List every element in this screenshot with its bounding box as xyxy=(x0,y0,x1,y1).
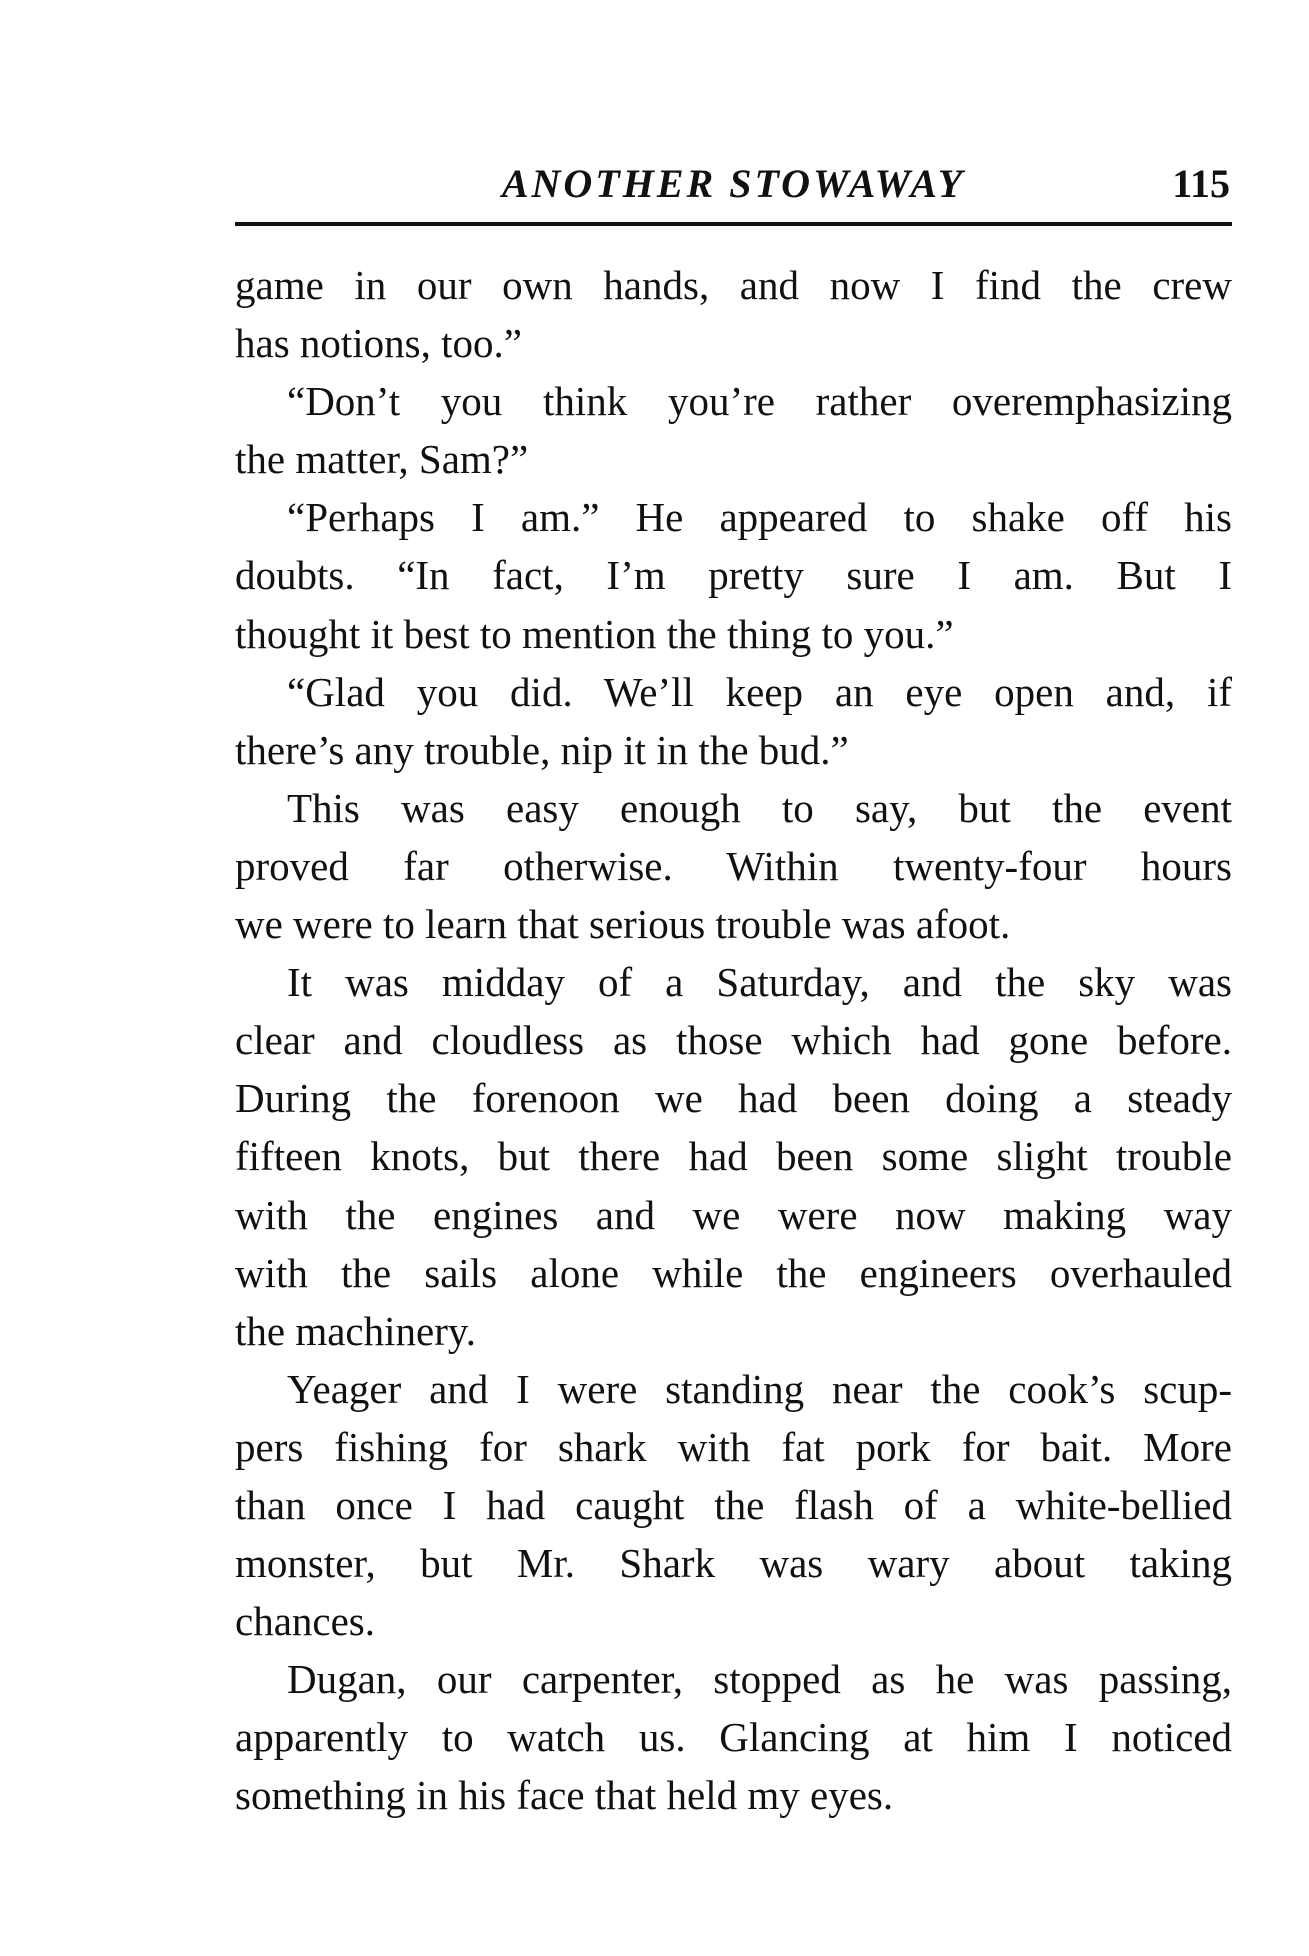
text-line: doubts. “In fact, I’m pretty sure I am. But I xyxy=(235,552,1232,599)
text-line: with the engines and we were now making way xyxy=(235,1191,1232,1238)
text-line: This was easy enough to say, but the event xyxy=(287,784,1232,831)
text-line: game in our own hands, and now I find the crew xyxy=(235,262,1232,308)
body-text xyxy=(235,256,1232,1825)
text-line: Yeager and I were standing near the cook’s scup- xyxy=(287,1365,1232,1412)
text-line: there’s any trouble, nip it in the bud.” xyxy=(235,726,849,773)
text-line: has notions, too.” xyxy=(235,320,522,367)
text-line: with the sails alone while the engineers overhauled xyxy=(235,1249,1232,1296)
text-line: “Glad you did. We’ll keep an eye open and, if xyxy=(287,668,1232,715)
text-line: clear and cloudless as those which had gone before. xyxy=(235,1017,1232,1064)
text-line: the matter, Sam?” xyxy=(235,436,529,483)
text-line: the machinery. xyxy=(235,1307,476,1354)
page-header xyxy=(235,158,1232,208)
text-line: pers fishing for shark with fat pork for bait. More xyxy=(235,1423,1232,1470)
text-line: proved far otherwise. Within twenty-four hours xyxy=(235,842,1232,889)
running-head: ANOTHER STOWAWAY xyxy=(501,161,966,206)
text-line: During the forenoon we had been doing a steady xyxy=(235,1075,1232,1122)
text-line: “Don’t you think you’re rather overemphasizing xyxy=(287,378,1232,425)
text-line: monster, but Mr. Shark was wary about taking xyxy=(235,1540,1232,1587)
text-line: thought it best to mention the thing to you.” xyxy=(235,610,954,657)
header-rule xyxy=(235,222,1232,226)
text-line: apparently to watch us. Glancing at him I noticed xyxy=(235,1714,1232,1761)
text-line: It was midday of a Saturday, and the sky was xyxy=(287,959,1232,1006)
page-number: 115 xyxy=(1172,161,1230,206)
text-line: than once I had caught the flash of a white-bellied xyxy=(235,1481,1232,1528)
text-line: fifteen knots, but there had been some slight trouble xyxy=(235,1133,1232,1180)
text-line: chances. xyxy=(235,1598,375,1645)
text-line: Dugan, our carpenter, stopped as he was passing, xyxy=(287,1656,1232,1703)
text-line: “Perhaps I am.” He appeared to shake off his xyxy=(287,494,1232,541)
text-line: something in his face that held my eyes. xyxy=(235,1772,894,1819)
text-line: we were to learn that serious trouble was afoot. xyxy=(235,901,1011,948)
